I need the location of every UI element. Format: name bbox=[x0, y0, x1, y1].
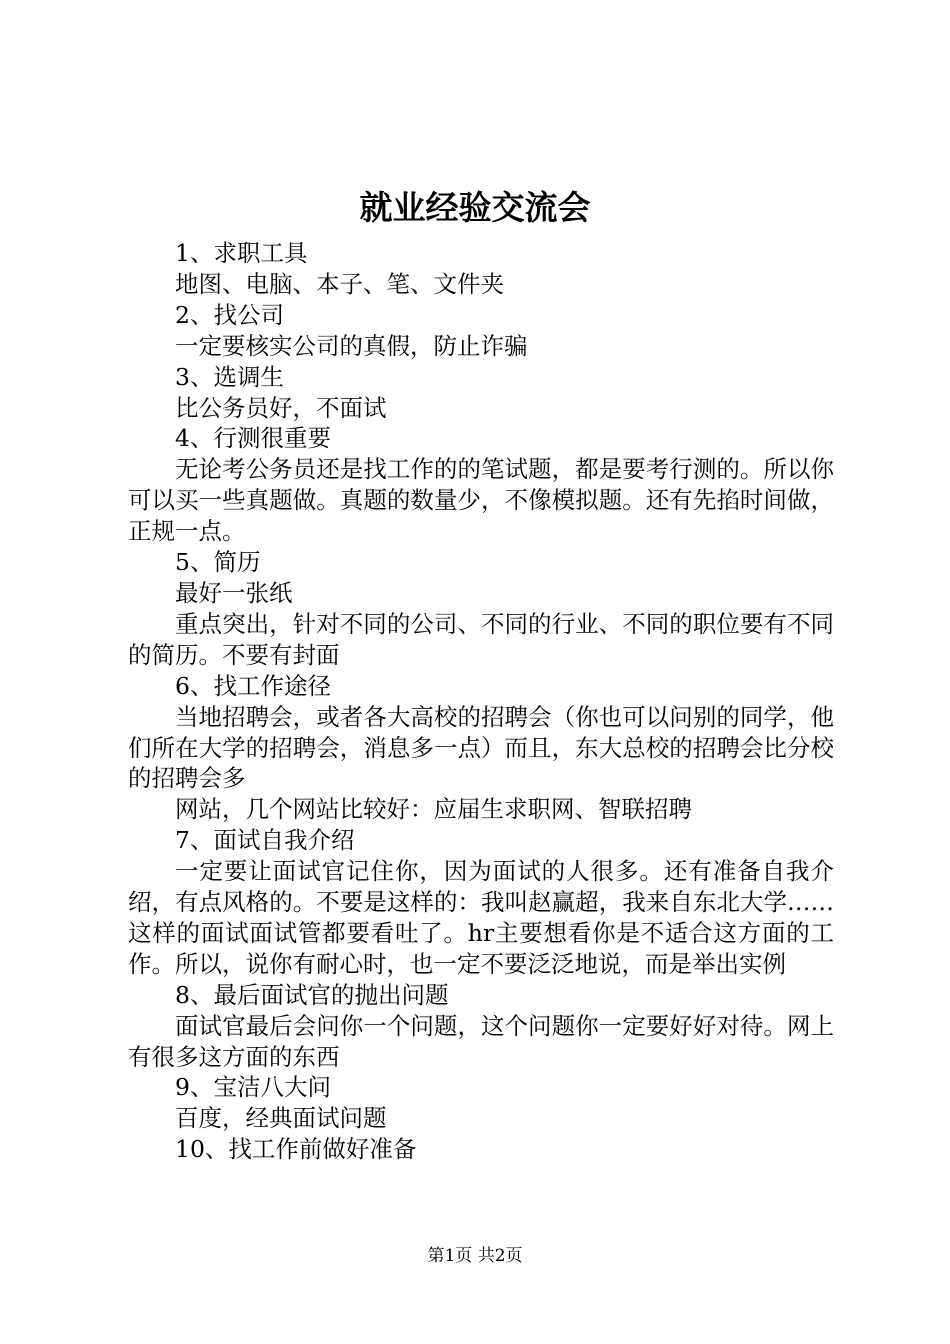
paragraph: 网站，几个网站比较好：应届生求职网、智联招聘 bbox=[175, 795, 692, 824]
paragraph: 3、选调生 bbox=[175, 362, 284, 391]
paragraph: 无论考公务员还是找工作的的笔试题，都是要考行测的。所以你可以买一些真题做。真题的数量少，不像模拟题。还有先掐时间做，正规一点。 bbox=[128, 455, 834, 546]
paragraph: 一定要让面试官记住你，因为面试的人很多。还有准备自我介绍，有点风格的。不要是这样的：我叫赵赢超，我来自东北大学……这样的面试面试管都要看吐了。hr主要想看你是不适合这方面的工作。所以，说你有耐心时，也一定不要泛泛地说，而是举出实例 bbox=[128, 857, 834, 978]
paragraph: 地图、电脑、本子、笔、文件夹 bbox=[175, 269, 504, 298]
paragraph: 7、面试自我介绍 bbox=[175, 826, 355, 855]
paragraph: 比公务员好，不面试 bbox=[175, 393, 387, 422]
paragraph: 10、找工作前做好准备 bbox=[175, 1135, 417, 1164]
paragraph: 9、宝洁八大问 bbox=[175, 1073, 331, 1102]
paragraph: 6、找工作途径 bbox=[175, 671, 331, 700]
paragraph: 最好一张纸 bbox=[175, 578, 293, 607]
page-footer: 第1页 共2页 bbox=[427, 1246, 523, 1266]
paragraph: 重点突出，针对不同的公司、不同的行业、不同的职位要有不同的简历。不要有封面 bbox=[128, 609, 834, 669]
paragraph: 当地招聘会，或者各大高校的招聘会（你也可以问别的同学，他们所在大学的招聘会，消息多一点）而且，东大总校的招聘会比分校的招聘会多 bbox=[128, 702, 834, 793]
paragraph: 百度，经典面试问题 bbox=[175, 1104, 387, 1133]
document-body bbox=[128, 238, 834, 1165]
paragraph: 面试官最后会问你一个问题，这个问题你一定要好好对待。网上有很多这方面的东西 bbox=[128, 1011, 834, 1071]
paragraph: 4、行测很重要 bbox=[175, 424, 331, 453]
paragraph: 一定要核实公司的真假，防止诈骗 bbox=[175, 331, 528, 360]
document-title: 就业经验交流会 bbox=[359, 188, 591, 227]
paragraph: 2、找公司 bbox=[175, 300, 284, 329]
paragraph: 1、求职工具 bbox=[175, 239, 308, 267]
paragraph: 5、简历 bbox=[175, 548, 261, 577]
paragraph: 8、最后面试官的抛出问题 bbox=[175, 980, 449, 1009]
